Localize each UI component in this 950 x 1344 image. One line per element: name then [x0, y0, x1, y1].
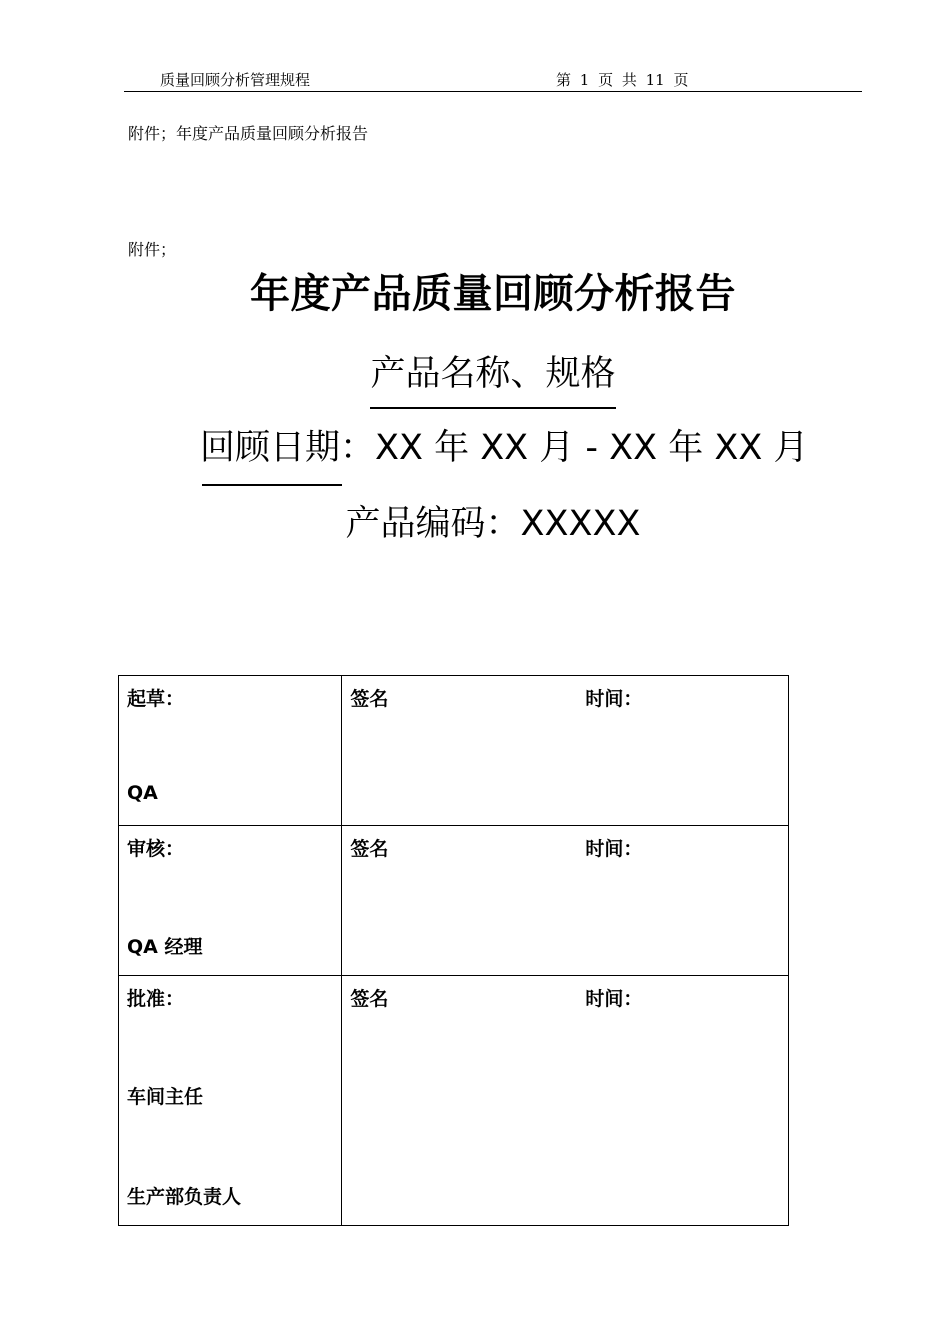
product-name-underline — [370, 407, 616, 409]
time-label: 时间： — [585, 838, 643, 860]
time-label: 时间： — [585, 988, 643, 1010]
signature-cell[interactable] — [342, 676, 789, 826]
approval-table — [118, 675, 789, 1226]
document-title: 年度产品质量回顾分析报告 — [250, 271, 736, 317]
time-label: 时间： — [585, 688, 643, 710]
signature-cell[interactable] — [342, 976, 789, 1226]
role-label: 车间主任 — [127, 1086, 204, 1108]
role-cell — [119, 676, 342, 826]
running-header-title: 质量回顾分析管理规程 — [160, 71, 311, 89]
signature-label: 签名 — [350, 838, 389, 860]
action-label: 起草： — [127, 688, 185, 710]
role-label: QA — [127, 782, 158, 804]
product-name-field: 产品名称、规格 — [370, 354, 616, 394]
action-label: 批准： — [127, 988, 185, 1010]
role-cell — [119, 976, 342, 1226]
product-code-field: 产品编码：XXXXX — [345, 504, 641, 544]
review-date-underline — [202, 484, 342, 486]
page-number: 第 1 页 共 11 页 — [556, 71, 689, 89]
signature-cell[interactable] — [342, 826, 789, 976]
attachment-label: 附件； — [128, 240, 177, 259]
signature-label: 签名 — [350, 688, 389, 710]
role-cell — [119, 826, 342, 976]
role-label: QA 经理 — [127, 936, 203, 958]
review-date-field: 回顾日期：XX 年 XX 月 - XX 年 XX 月 — [200, 428, 809, 468]
table-row-approve — [119, 976, 789, 1226]
action-label: 审核： — [127, 838, 185, 860]
role-label: 生产部负责人 — [127, 1186, 242, 1208]
attachment-reference: 附件；年度产品质量回顾分析报告 — [128, 124, 369, 143]
table-row-draft — [119, 676, 789, 826]
signature-label: 签名 — [350, 988, 389, 1010]
table-row-review — [119, 826, 789, 976]
header-divider — [124, 91, 862, 92]
